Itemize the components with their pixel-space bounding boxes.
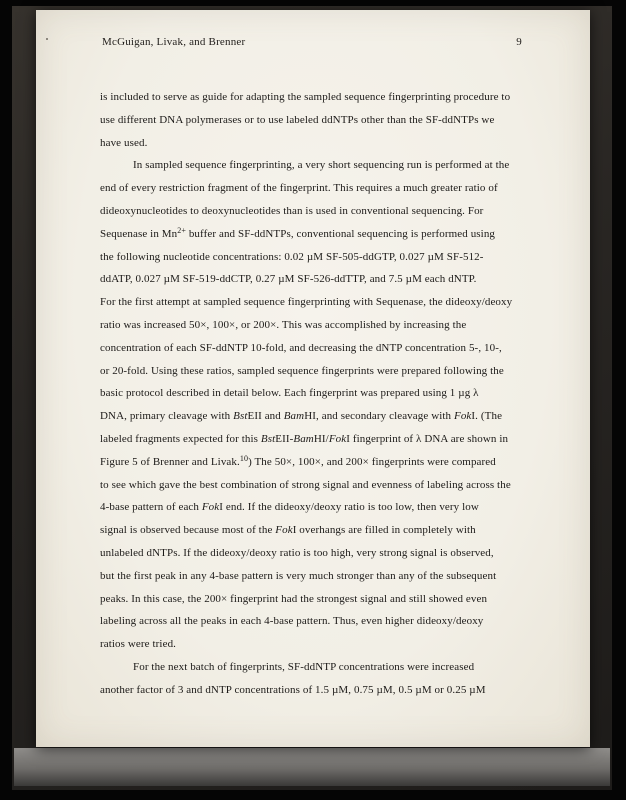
scan-artifact [46, 38, 48, 40]
page-number: 9 [516, 36, 522, 48]
text-line: is included to serve as guide for adapting the sampled sequence fingerprinting procedure to [100, 91, 511, 103]
text-line: Figure 5 of Brenner and Livak.$^{10}$) The 50×, 100×, and 200× fingerprints were compared [100, 453, 496, 468]
text-line: Sequenase in $Mn^{2+}$ buffer and SF-ddNTPs, conventional sequencing is performed using [100, 225, 496, 240]
text-line: but the first peak in any 4-base pattern is very much stronger than any of the subsequent [100, 569, 497, 582]
text-line: ratios were tried. [100, 638, 177, 651]
text-line: labeled fragments expected for this BstEII-BamHI/FokI fingerprint of λ DNA are shown in [100, 432, 509, 445]
text-line: 4-base pattern of each FokI end. If the dideoxy/deoxy ratio is too low, then very low [100, 501, 479, 514]
text-line: concentration of each SF-ddNTP 10-fold, and decreasing the dNTP concentration 5-, 10-, [100, 341, 502, 354]
text-line: dideoxynucleotides to deoxynucleotides than is used in conventional sequencing. For [100, 204, 484, 217]
text-line: ddATP, 0.027 µM SF-519-ddCTP, 0.27 µM SF-526-ddTTP, and 7.5 µM each dNTP. [100, 273, 477, 286]
text-line: For the next batch of fingerprints, SF-ddNTP concentrations were increased [133, 660, 475, 673]
text-line: For the first attempt at sampled sequence fingerprinting with Sequenase, the dideoxy/deoxy [100, 296, 513, 309]
text-line: have used. [100, 136, 148, 149]
scanner-tray-edge [14, 748, 610, 786]
text-line: DNA, primary cleavage with BstEII and BamHI, and secondary cleavage with FokI. (The [100, 410, 503, 423]
text-line: signal is observed because most of the FokI overhangs are filled in completely with [100, 524, 476, 537]
text-line: use different DNA polymerases or to use labeled ddNTPs other than the SF-ddNTPs we [100, 113, 495, 126]
text-line: end of every restriction fragment of the fingerprint. This requires a much greater ratio of [100, 182, 498, 195]
text-line: ratio was increased 50×, 100×, or 200×. This was accomplished by increasing the [100, 318, 467, 331]
running-head-authors: McGuigan, Livak, and Brenner [102, 36, 246, 48]
text-line: peaks. In this case, the 200× fingerprint had the strongest signal and still showed even [100, 592, 488, 605]
text-line: the following nucleotide concentrations: 0.02 µM SF-505-ddGTP, 0.027 µM SF-512- [100, 250, 484, 263]
text-line: basic protocol described in detail below. Each fingerprint was prepared using 1 µg λ [100, 387, 479, 400]
page-header [102, 36, 522, 48]
text-line: labeling across all the peaks in each 4-base pattern. Thus, even higher dideoxy/deoxy [100, 615, 484, 628]
document-page [36, 10, 590, 747]
body-text [100, 86, 528, 702]
text-line: unlabeled dNTPs. If the dideoxy/deoxy ratio is too high, very strong signal is observed, [100, 546, 494, 559]
text-line: another factor of 3 and dNTP concentrations of 1.5 µM, 0.75 µM, 0.5 µM or 0.25 µM [100, 683, 486, 696]
text-line: In sampled sequence fingerprinting, a very short sequencing run is performed at the [133, 159, 510, 172]
text-line: or 20-fold. Using these ratios, sampled sequence fingerprints were prepared following the [100, 364, 504, 377]
text-line: to see which gave the best combination of strong signal and evenness of labeling across the [100, 478, 511, 491]
